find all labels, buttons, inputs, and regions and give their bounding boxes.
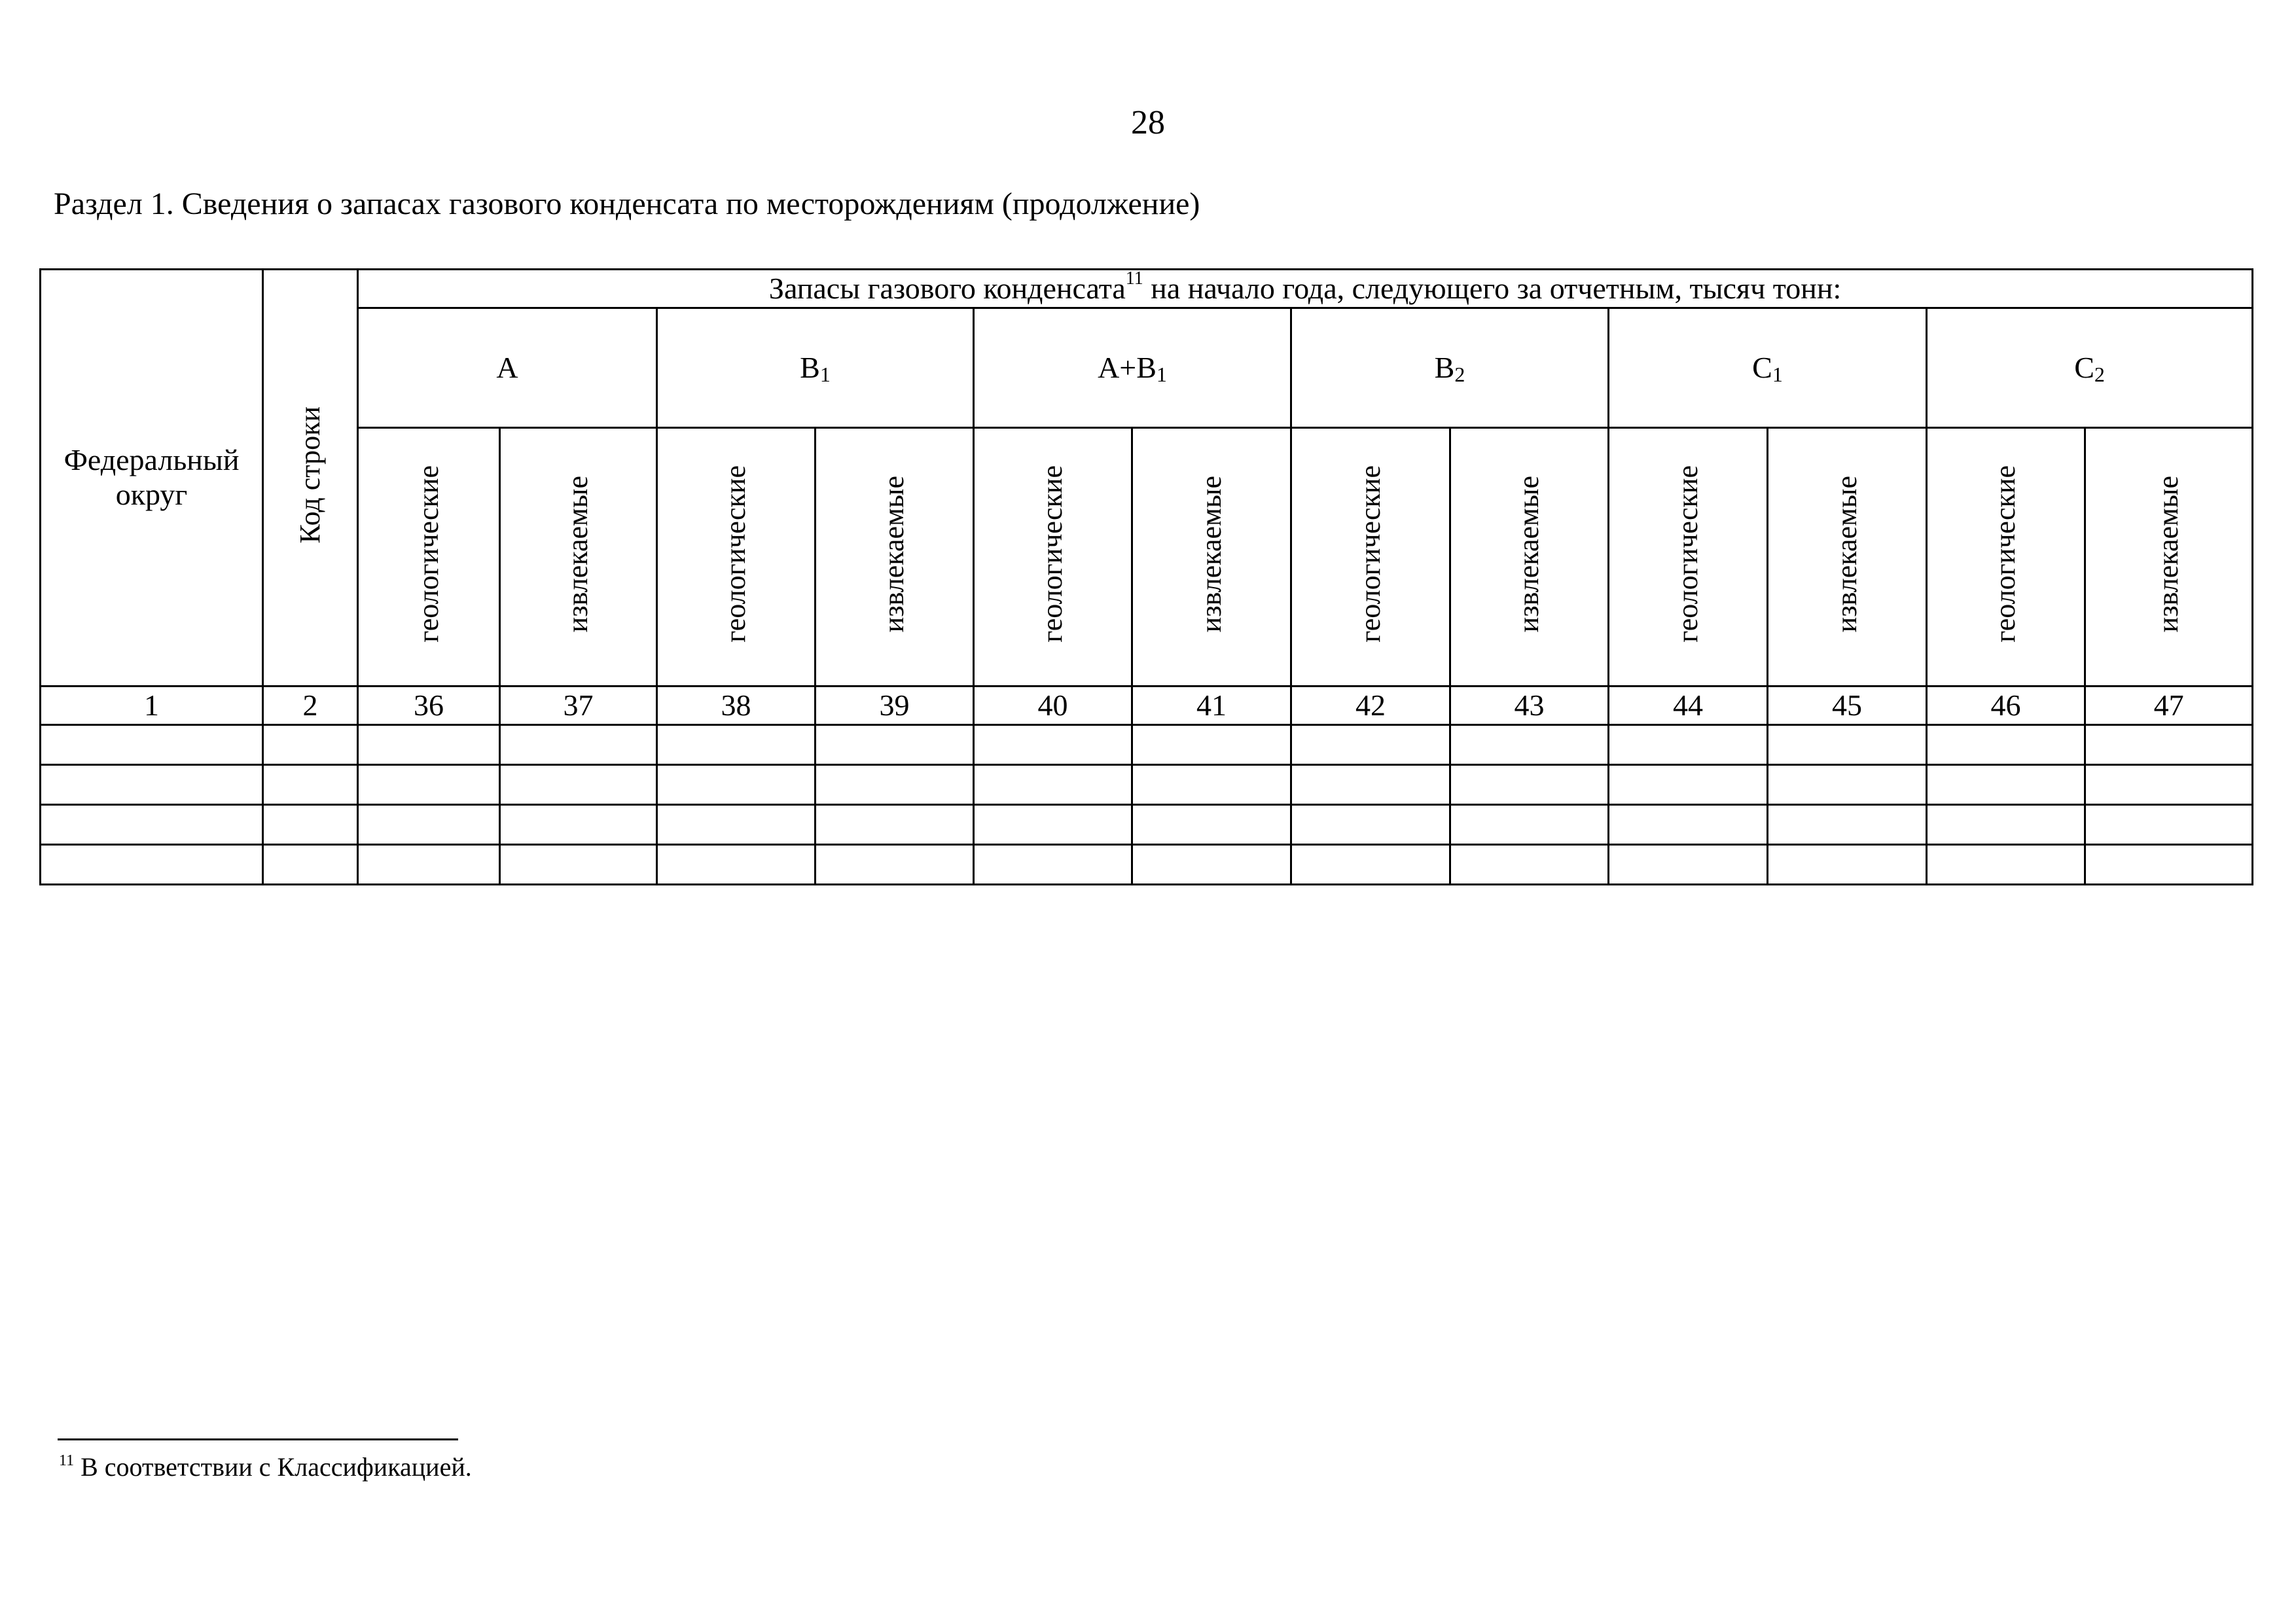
table-cell[interactable] — [1927, 845, 2085, 885]
column-number: 45 — [1768, 687, 1927, 725]
table-cell[interactable] — [657, 725, 816, 765]
table-cell[interactable] — [41, 845, 263, 885]
table-cell[interactable] — [358, 845, 500, 885]
column-number: 1 — [41, 687, 263, 725]
table-cell[interactable] — [1291, 805, 1450, 845]
table-cell[interactable] — [1450, 805, 1609, 845]
column-number: 37 — [500, 687, 657, 725]
table-cell[interactable] — [358, 765, 500, 805]
header-recoverable: извлекаемые — [1768, 428, 1927, 687]
table-cell[interactable] — [1132, 805, 1291, 845]
header-geological: геологические — [974, 428, 1132, 687]
table-cell[interactable] — [816, 845, 974, 885]
table-cell[interactable] — [358, 805, 500, 845]
table-cell[interactable] — [2085, 765, 2253, 805]
table-cell[interactable] — [974, 725, 1132, 765]
table-cell[interactable] — [1927, 805, 2085, 845]
table-row — [41, 765, 2253, 805]
column-number: 40 — [974, 687, 1132, 725]
table-cell[interactable] — [2085, 725, 2253, 765]
column-number: 38 — [657, 687, 816, 725]
table-cell[interactable] — [500, 845, 657, 885]
table-cell[interactable] — [974, 845, 1132, 885]
table-cell[interactable] — [1132, 765, 1291, 805]
table-cell[interactable] — [263, 765, 358, 805]
table-cell[interactable] — [263, 805, 358, 845]
column-number: 36 — [358, 687, 500, 725]
table-cell[interactable] — [1291, 725, 1450, 765]
header-geological: геологические — [1927, 428, 2085, 687]
section-title: Раздел 1. Сведения о запасах газового конденсата по месторождениям (продолжение) — [54, 187, 1200, 221]
footnote-marker: 11 — [59, 1452, 75, 1469]
table-cell[interactable] — [1450, 725, 1609, 765]
table-cell[interactable] — [1927, 765, 2085, 805]
table-cell[interactable] — [1927, 725, 2085, 765]
header-recoverable: извлекаемые — [500, 428, 657, 687]
header-recoverable: извлекаемые — [1450, 428, 1609, 687]
table-cell[interactable] — [1609, 765, 1768, 805]
header-recoverable: извлекаемые — [816, 428, 974, 687]
table-cell[interactable] — [1291, 845, 1450, 885]
header-category: $C_1$ — [1609, 308, 1927, 428]
footnote — [59, 1454, 472, 1480]
table-cell[interactable] — [1132, 845, 1291, 885]
table-cell[interactable] — [1291, 765, 1450, 805]
table-cell[interactable] — [1450, 845, 1609, 885]
footnote-divider — [58, 1438, 458, 1440]
reserves-table — [39, 268, 2253, 885]
header-federal-district: Федеральный округ — [41, 270, 263, 687]
column-number: 2 — [263, 687, 358, 725]
table-cell[interactable] — [263, 845, 358, 885]
table-cell[interactable] — [1768, 765, 1927, 805]
header-row-code: Код строки — [263, 270, 358, 687]
header-category: $B_2$ — [1291, 308, 1609, 428]
table-cell[interactable] — [657, 805, 816, 845]
table-cell[interactable] — [2085, 805, 2253, 845]
column-number: 41 — [1132, 687, 1291, 725]
table-cell[interactable] — [263, 725, 358, 765]
column-number: 39 — [816, 687, 974, 725]
column-number: 46 — [1927, 687, 2085, 725]
header-category: $B_1$ — [657, 308, 974, 428]
footnote-ref: 11 — [1125, 268, 1143, 289]
table-cell[interactable] — [1768, 805, 1927, 845]
table-cell[interactable] — [2085, 845, 2253, 885]
header-geological: геологические — [1291, 428, 1450, 687]
table-row — [41, 805, 2253, 845]
column-number: 43 — [1450, 687, 1609, 725]
table-cell[interactable] — [41, 765, 263, 805]
table-cell[interactable] — [500, 725, 657, 765]
column-number: 47 — [2085, 687, 2253, 725]
table-cell[interactable] — [1609, 725, 1768, 765]
table-cell[interactable] — [1132, 725, 1291, 765]
table-cell[interactable] — [1450, 765, 1609, 805]
table-cell[interactable] — [816, 805, 974, 845]
header-geological: геологические — [657, 428, 816, 687]
header-category: $A+B_1$ — [974, 308, 1291, 428]
footnote-text: В соответствии с Классификацией. — [74, 1452, 472, 1482]
table-cell[interactable] — [41, 725, 263, 765]
table-cell[interactable] — [816, 725, 974, 765]
table-cell[interactable] — [1609, 845, 1768, 885]
header-category: A — [358, 308, 657, 428]
table-cell[interactable] — [1609, 805, 1768, 845]
header-recoverable: извлекаемые — [2085, 428, 2253, 687]
table-cell[interactable] — [1768, 725, 1927, 765]
header-reserves-title: Запасы газового конденсата$^{11}$ на начало года, следующего за отчетным, тысяч тонн: — [358, 270, 2253, 308]
table-cell[interactable] — [500, 805, 657, 845]
header-geological: геологические — [1609, 428, 1768, 687]
table-cell[interactable] — [41, 805, 263, 845]
table-cell[interactable] — [500, 765, 657, 805]
table-cell[interactable] — [358, 725, 500, 765]
table-cell[interactable] — [657, 845, 816, 885]
column-number: 44 — [1609, 687, 1768, 725]
column-number: 42 — [1291, 687, 1450, 725]
table-cell[interactable] — [974, 765, 1132, 805]
table-cell[interactable] — [657, 765, 816, 805]
table-cell[interactable] — [974, 805, 1132, 845]
table-row — [41, 845, 2253, 885]
header-category: $C_2$ — [1927, 308, 2253, 428]
header-geological: геологические — [358, 428, 500, 687]
table-row — [41, 725, 2253, 765]
table-cell[interactable] — [816, 765, 974, 805]
page-number: 28 — [1131, 104, 1165, 141]
table-cell[interactable] — [1768, 845, 1927, 885]
header-recoverable: извлекаемые — [1132, 428, 1291, 687]
